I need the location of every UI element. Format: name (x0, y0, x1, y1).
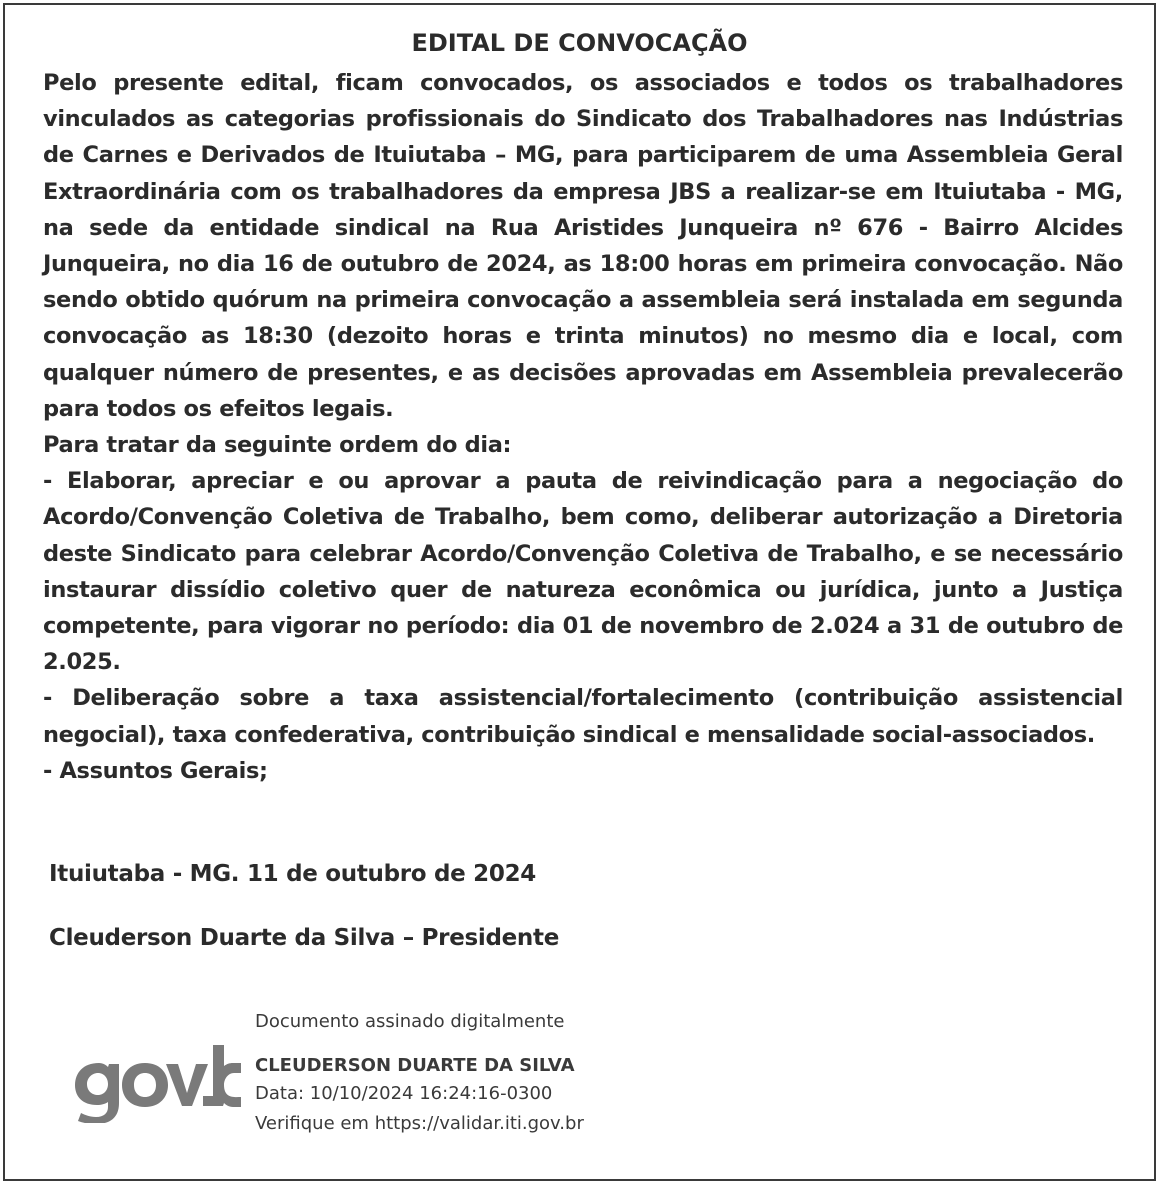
agenda-item-2: - Deliberação sobre a taxa assistencial/fortalecimento (contribuição assistencial negocial), taxa confederativa, contribuição sindical e mensalidade social-associados. (43, 685, 1123, 748)
document-body (43, 65, 1123, 789)
signature-caption: Documento assinado digitalmente (255, 1011, 565, 1032)
signer-line: Cleuderson Duarte da Silva – Presidente (49, 925, 560, 951)
agenda-intro: Para tratar da seguinte ordem do dia: (43, 432, 512, 459)
govbr-logo (61, 1033, 241, 1123)
convocation-paragraph: Pelo presente edital, ficam convocados, os associados e todos os trabalhadores vinculados as categorias profissionais do Sindicato dos Trabalhadores nas Indústrias de Carnes e Derivados de Ituiutaba – MG, para participarem de uma Assembleia Geral Extraordinária com os trabalhadores da empresa JBS a realizar-se em Ituiutaba - MG, na sede da entidade sindical na Rua Aristides Junqueira nº 676 - Bairro Alcides Junqueira, no dia 16 de outubro de 2024, as 18:00 horas em primeira convocação. Não sendo obtido quórum na primeira convocação a assembleia será instalada em segunda convocação as 18:30 (dezoito horas e trinta minutos) no mesmo dia e local, com qualquer número de presentes, e as decisões aprovadas em Assembleia prevalecerão para todos os efeitos legais. (43, 70, 1123, 422)
agenda-item-3: - Assuntos Gerais; (43, 757, 268, 784)
signature-verify-link[interactable]: Verifique em https://validar.iti.gov.br (255, 1113, 584, 1134)
document-title: EDITAL DE CONVOCAÇÃO (411, 29, 748, 57)
signature-date: Data: 10/10/2024 16:24:16-0300 (255, 1083, 553, 1104)
digital-signature-block (61, 1003, 701, 1153)
signature-name: CLEUDERSON DUARTE DA SILVA (255, 1055, 575, 1076)
document-frame (3, 3, 1156, 1181)
agenda-item-1: - Elaborar, apreciar e ou aprovar a pauta de reivindicação para a negociação do Acordo/Convenção Coletiva de Trabalho, bem como, deliberar autorização a Diretoria deste Sindicato para celebrar Acordo/Convenção Coletiva de Trabalho, e se necessário instaurar dissídio coletivo quer de natureza econômica ou jurídica, junto a Justiça competente, para vigorar no período: dia 01 de novembro de 2.024 a 31 de outubro de 2.025. (43, 468, 1123, 676)
place-date: Ituiutaba - MG. 11 de outubro de 2024 (49, 861, 536, 887)
